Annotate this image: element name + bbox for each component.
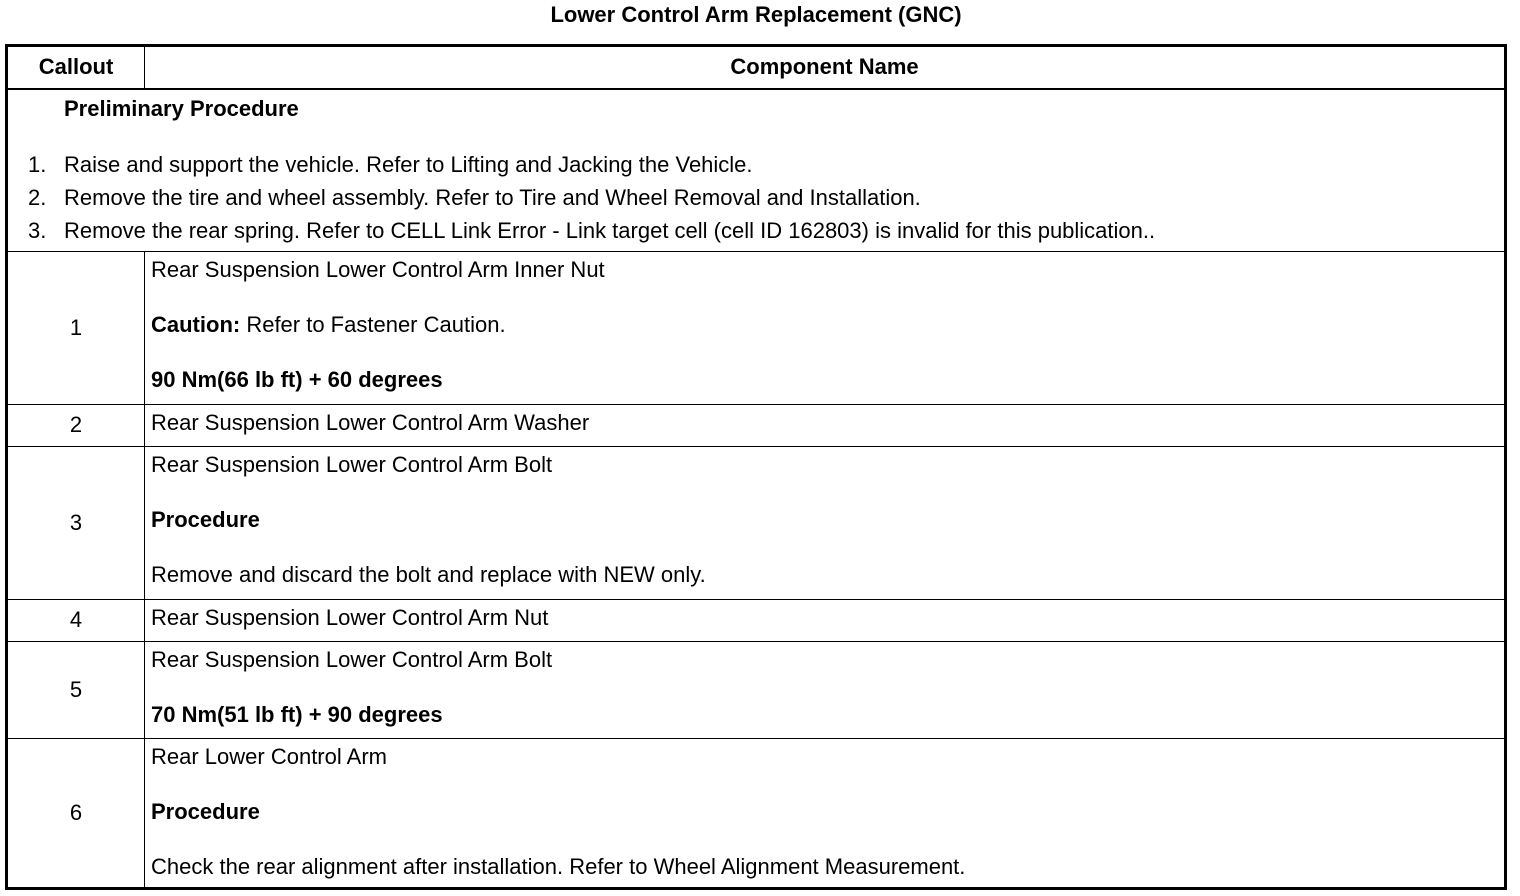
procedure-text: Check the rear alignment after installation. Refer to Wheel Alignment Measurement.	[151, 853, 966, 879]
step-number: 3.	[28, 217, 47, 243]
callout-cell: 6	[7, 738, 145, 889]
component-name: Rear Suspension Lower Control Arm Nut	[151, 604, 549, 630]
component-cell	[145, 738, 1506, 889]
component-cell	[145, 404, 1506, 446]
callout-cell: 5	[7, 641, 145, 738]
table-row	[7, 641, 1506, 738]
step-number: 1.	[28, 151, 47, 177]
step-text: Remove the rear spring. Refer to CELL Link Error - Link target cell (cell ID 162803) is invalid for this publication..	[64, 217, 1156, 243]
callout-cell: 3	[7, 446, 145, 599]
component-name: Rear Lower Control Arm	[151, 743, 387, 769]
component-name: Rear Suspension Lower Control Arm Bolt	[151, 451, 553, 477]
component-cell	[145, 251, 1506, 404]
torque-spec: 90 Nm(66 lb ft) + 60 degrees	[151, 366, 443, 392]
component-cell	[145, 641, 1506, 738]
procedure-label: Procedure	[151, 798, 260, 824]
component-table	[5, 44, 1507, 890]
step-text: Remove the tire and wheel assembly. Refer to Tire and Wheel Removal and Installation.	[64, 184, 921, 210]
procedure-text: Remove and discard the bolt and replace with NEW only.	[151, 561, 706, 587]
table-row	[7, 738, 1506, 889]
callout-header: Callout	[7, 46, 145, 89]
component-cell	[145, 446, 1506, 599]
caution-note	[151, 313, 1504, 337]
preliminary-row	[7, 89, 1506, 252]
preliminary-procedure	[7, 89, 1506, 252]
callout-cell: 2	[7, 404, 145, 446]
torque-spec: 70 Nm(51 lb ft) + 90 degrees	[151, 701, 443, 727]
preliminary-heading: Preliminary Procedure	[64, 95, 299, 121]
callout-cell: 4	[7, 599, 145, 641]
component-cell	[145, 599, 1506, 641]
page-title: Lower Control Arm Replacement (GNC)	[550, 2, 962, 27]
preliminary-steps	[8, 152, 1504, 251]
caution-label: Caution:	[151, 311, 241, 337]
component-name: Rear Suspension Lower Control Arm Washer	[151, 409, 590, 435]
preliminary-step	[8, 185, 1504, 218]
table-row	[7, 599, 1506, 641]
step-number: 2.	[28, 184, 47, 210]
component-name: Rear Suspension Lower Control Arm Inner Nut	[151, 256, 605, 282]
component-header: Component Name	[145, 46, 1506, 89]
preliminary-step	[8, 152, 1504, 185]
table-row	[7, 251, 1506, 404]
component-name: Rear Suspension Lower Control Arm Bolt	[151, 646, 553, 672]
table-row	[7, 404, 1506, 446]
table-header-row	[7, 46, 1506, 89]
preliminary-step	[8, 218, 1504, 251]
step-text: Raise and support the vehicle. Refer to Lifting and Jacking the Vehicle.	[64, 151, 753, 177]
callout-cell: 1	[7, 251, 145, 404]
caution-text: Refer to Fastener Caution.	[240, 311, 506, 337]
procedure-label: Procedure	[151, 506, 260, 532]
table-row	[7, 446, 1506, 599]
